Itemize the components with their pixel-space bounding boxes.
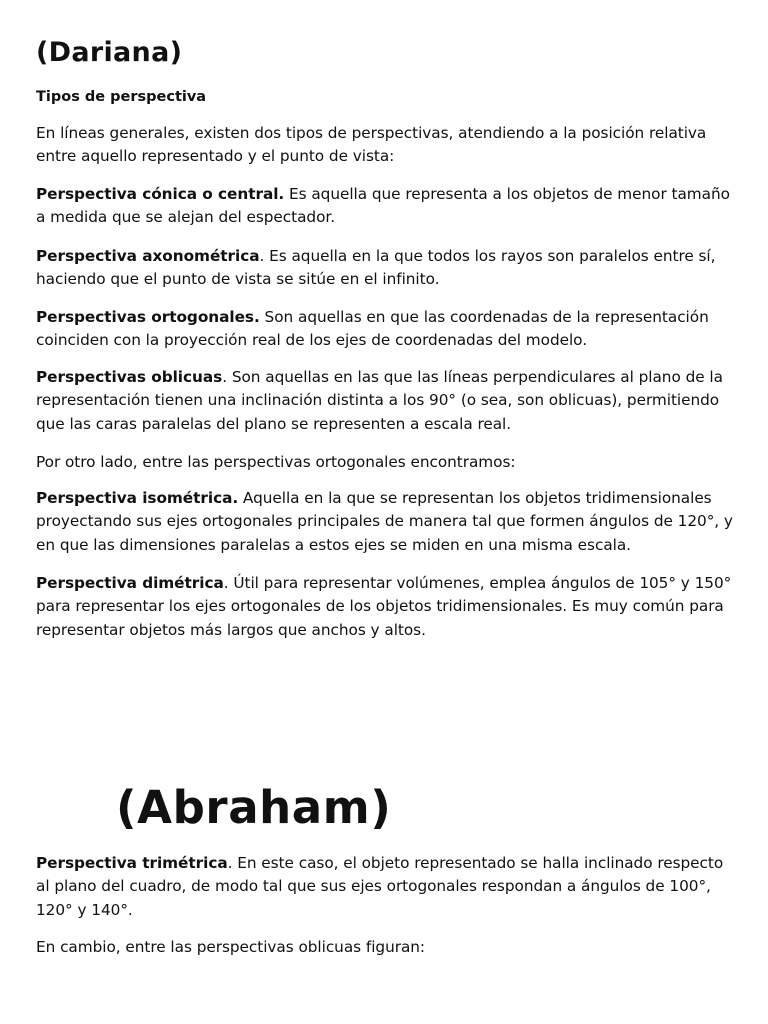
term-oblique: Perspectivas oblicuas <box>36 368 223 386</box>
term-conic: Perspectiva cónica o central. <box>36 185 285 203</box>
description-oblique: . Son aquellas en las que las líneas perpendiculares al plano de la representación tienen una inclinación distinta a los 90° (o sea, son oblicuas), permitiendo que las caras paralelas del plano se representen a escala real. <box>36 368 723 433</box>
isometric-perspective-paragraph <box>36 487 736 557</box>
oblique-perspective-paragraph <box>36 366 736 436</box>
term-orthogonal: Perspectivas ortogonales. <box>36 308 260 326</box>
intro-paragraph: En líneas generales, existen dos tipos de perspectivas, atendiendo a la posición relativa entre aquello representado y el punto de vista: <box>36 124 707 166</box>
term-trimetric: Perspectiva trimétrica <box>36 854 228 872</box>
section-title: Tipos de perspectiva <box>36 89 207 105</box>
author-heading-abraham: (Abraham) <box>116 781 392 834</box>
orthogonal-perspective-paragraph <box>36 306 736 353</box>
description-orthogonal: Son aquellas en que las coordenadas de la representación coinciden con la proyección real de los ejes de coordenadas del modelo. <box>36 308 709 350</box>
orthogonal-intro-paragraph: Por otro lado, entre las perspectivas ortogonales encontramos: <box>36 453 516 471</box>
term-isometric: Perspectiva isométrica. <box>36 489 239 507</box>
dimetric-perspective-paragraph <box>36 572 736 642</box>
author-heading-dariana: (Dariana) <box>36 37 183 68</box>
term-axonometric: Perspectiva axonométrica <box>36 247 260 265</box>
description-dimetric: . Útil para representar volúmenes, emplea ángulos de 105° y 150° para representar los ejes ortogonales de los objetos tridimensionales. Es muy común para representar objetos más largos que anchos y altos. <box>36 574 732 639</box>
description-isometric: Aquella en la que se representan los objetos tridimensionales proyectando sus ejes ortogonales principales de manera tal que formen ángulos de 120°, y en que las dimensiones paralelas a estos ejes se miden en una misma escala. <box>36 489 733 554</box>
conic-perspective-paragraph <box>36 183 736 230</box>
oblique-intro-paragraph: En cambio, entre las perspectivas oblicuas figuran: <box>36 938 426 956</box>
description-trimetric: . En este caso, el objeto representado se halla inclinado respecto al plano del cuadro, de modo tal que sus ejes ortogonales respondan a ángulos de 100°, 120° y 140°. <box>36 854 724 919</box>
description-axonometric: . Es aquella en la que todos los rayos son paralelos entre sí, haciendo que el punto de vista se sitúe en el infinito. <box>36 247 716 289</box>
axonometric-perspective-paragraph <box>36 245 736 292</box>
description-conic: Es aquella que representa a los objetos de menor tamaño a medida que se alejan del espectador. <box>36 185 730 227</box>
term-dimetric: Perspectiva dimétrica <box>36 574 224 592</box>
trimetric-perspective-paragraph <box>36 852 736 922</box>
